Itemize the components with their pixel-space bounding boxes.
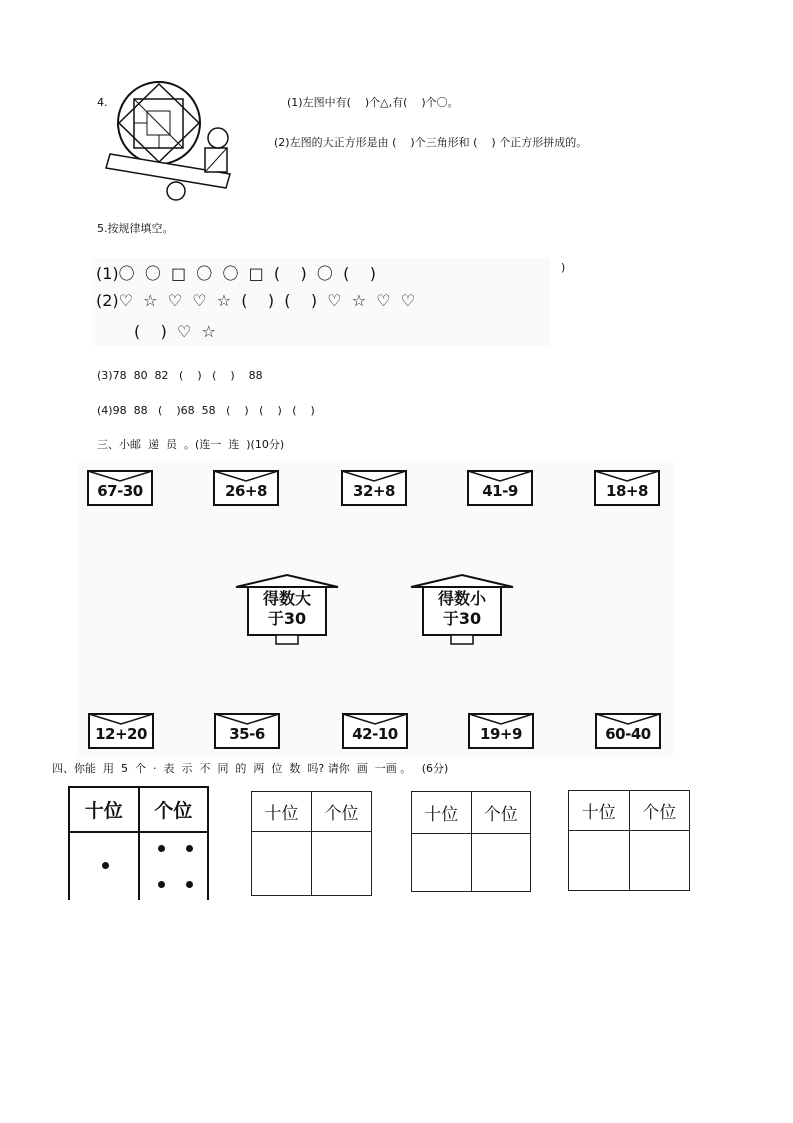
envelope-label: 67-30 bbox=[97, 482, 143, 500]
ones-header: 个位 bbox=[471, 792, 531, 834]
envelope-top-4[interactable] bbox=[467, 470, 533, 506]
envelope-bottom-3[interactable] bbox=[342, 713, 408, 749]
pattern-row-2: (2)♡ ☆ ♡ ♡ ☆ ( ) ( ) ♡ ☆ ♡ ♡ bbox=[96, 291, 416, 310]
ones-cell[interactable] bbox=[629, 831, 690, 891]
ones-cell[interactable] bbox=[471, 834, 531, 892]
envelope-top-3[interactable] bbox=[341, 470, 407, 506]
question-4-line-1: (1)左图中有( )个△,有( )个〇。 bbox=[287, 96, 459, 109]
envelope-bottom-4[interactable] bbox=[468, 713, 534, 749]
question-5-title: 5.按规律填空。 bbox=[97, 222, 174, 235]
envelope-label: 12+20 bbox=[95, 725, 147, 743]
envelope-label: 41-9 bbox=[482, 482, 518, 500]
tens-header: 十位 bbox=[569, 791, 630, 831]
tens-header: 十位 bbox=[252, 792, 312, 832]
place-value-table-1[interactable] bbox=[251, 791, 372, 896]
house-label-2-line-1: 得数小 bbox=[437, 589, 486, 608]
envelope-label: 18+8 bbox=[606, 482, 648, 500]
tens-cell[interactable] bbox=[569, 831, 630, 891]
place-value-table-3[interactable] bbox=[568, 790, 690, 891]
tens-header: 十位 bbox=[412, 792, 472, 834]
envelope-label: 19+9 bbox=[480, 725, 522, 743]
house-label-2-line-2: 于30 bbox=[442, 609, 482, 628]
pattern-row-3: ( ) ♡ ☆ bbox=[134, 322, 216, 341]
envelope-top-2[interactable] bbox=[213, 470, 279, 506]
envelope-label: 60-40 bbox=[605, 725, 651, 743]
question-5-item-3: (3)78 80 82 ( ) ( ) 88 bbox=[97, 369, 263, 382]
tens-header: 十位 bbox=[69, 787, 139, 832]
tens-cell-example bbox=[69, 832, 139, 900]
tens-cell[interactable] bbox=[252, 832, 312, 896]
envelope-label: 42-10 bbox=[352, 725, 398, 743]
house-label-1-line-1: 得数大 bbox=[262, 589, 311, 608]
question-4-line-2: (2)左图的大正方形是由 ( )个三角形和 ( ) 个正方形拼成的。 bbox=[274, 136, 588, 149]
envelope-label: 32+8 bbox=[353, 482, 395, 500]
envelope-bottom-1[interactable] bbox=[88, 713, 154, 749]
question-5-item-4: (4)98 88 ( )68 58 ( ) ( ) ( ) bbox=[97, 404, 315, 417]
ones-cell-example bbox=[139, 832, 209, 900]
ones-header: 个位 bbox=[629, 791, 690, 831]
pattern-row-1: (1)〇 〇 □ 〇 〇 □ ( ) 〇 ( ) bbox=[96, 264, 376, 283]
place-value-table-2[interactable] bbox=[411, 791, 531, 892]
envelope-label: 35-6 bbox=[229, 725, 265, 743]
question-4-number: 4. bbox=[97, 96, 108, 109]
ones-header: 个位 bbox=[139, 787, 209, 832]
house-less-than-30[interactable] bbox=[409, 573, 515, 645]
section-4-title: 四、你能 用 5 个 · 表 示 不 同 的 两 位 数 吗? 请你 画 一画 。 (6分) bbox=[52, 762, 449, 775]
section-3-title: 三、小邮 递 员 。(连一 连 )(10分) bbox=[97, 438, 285, 451]
house-greater-than-30[interactable] bbox=[234, 573, 340, 645]
envelope-bottom-2[interactable] bbox=[214, 713, 280, 749]
envelope-label: 26+8 bbox=[225, 482, 267, 500]
ones-header: 个位 bbox=[312, 792, 372, 832]
tens-cell[interactable] bbox=[412, 834, 472, 892]
place-value-example bbox=[68, 786, 209, 900]
envelope-top-1[interactable] bbox=[87, 470, 153, 506]
envelope-bottom-5[interactable] bbox=[595, 713, 661, 749]
house-label-1-line-2: 于30 bbox=[267, 609, 307, 628]
ones-cell[interactable] bbox=[312, 832, 372, 896]
pattern-row-1-tail: ) bbox=[561, 261, 566, 274]
envelope-top-5[interactable] bbox=[594, 470, 660, 506]
question-4-figure bbox=[104, 80, 234, 202]
